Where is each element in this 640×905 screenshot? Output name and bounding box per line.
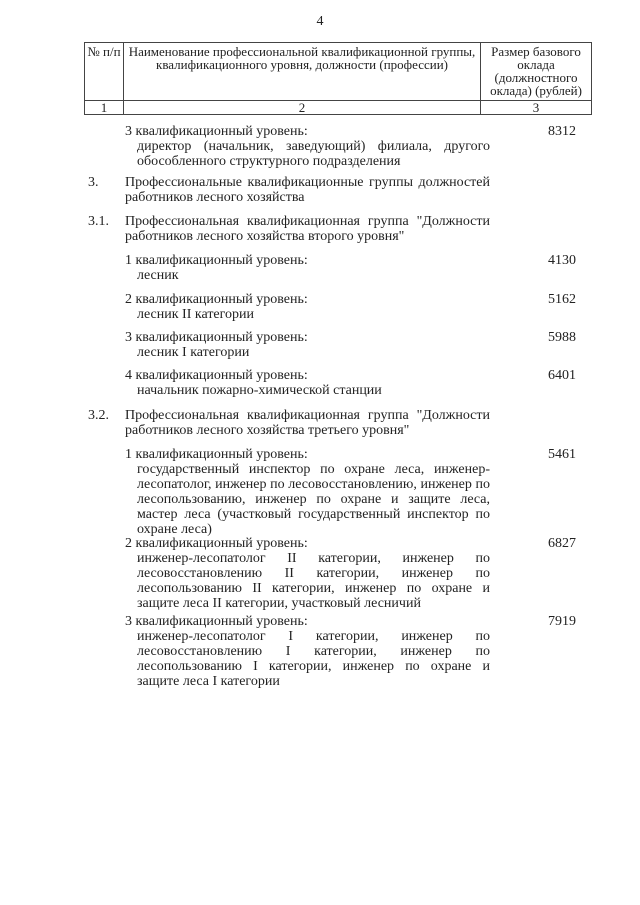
column-number-3: 3	[481, 101, 592, 115]
position-text: лесник I категории	[137, 345, 250, 360]
position-text: лесник	[137, 268, 179, 283]
level-title: 1 квалификационный уровень:	[125, 253, 308, 268]
level-title: 4 квалификационный уровень:	[125, 368, 308, 383]
salary-value: 7919	[548, 614, 576, 629]
column-header-salary: Размер базового оклада (должностного оклада) (рублей)	[481, 43, 592, 101]
position-text: инженер-лесопатолог I категории, инженер по лесовосстановлению I категории, инженер по лесопользованию I категории, инженер по охране и защите леса I категории	[137, 629, 490, 689]
level-text	[125, 368, 490, 398]
level-text	[125, 124, 490, 169]
level-title: 1 квалификационный уровень:	[125, 447, 308, 462]
position-text: начальник пожарно-химической станции	[137, 383, 382, 398]
salary-value: 8312	[548, 124, 576, 139]
level-text	[125, 536, 490, 611]
level-title: 3 квалификационный уровень:	[125, 330, 308, 345]
salary-value: 5461	[548, 447, 576, 462]
section-number: 3.2.	[88, 408, 109, 423]
position-text: директор (начальник, заведующий) филиала, другого обособленного структурного подразделения	[137, 139, 490, 169]
salary-value: 6827	[548, 536, 576, 551]
level-text	[125, 614, 490, 689]
section-number: 3.	[88, 175, 99, 190]
page-number: 4	[316, 14, 324, 29]
column-number-1: 1	[85, 101, 124, 115]
position-text: инженер-лесопатолог II категории, инженер по лесовосстановлению II категории, инженер по лесопользованию II категории, инженер по охране и защите леса II категории, участковый лесничий	[137, 551, 490, 611]
level-title: 2 квалификационный уровень:	[125, 536, 308, 551]
column-header-name: Наименование профессиональной квалификационной группы, квалификационного уровня, должности (профессии)	[124, 43, 481, 101]
level-text	[125, 253, 490, 283]
level-title: 2 квалификационный уровень:	[125, 292, 308, 307]
position-text: лесник II категории	[137, 307, 255, 322]
column-header-number: № п/п	[85, 43, 124, 101]
table-header	[84, 42, 592, 115]
section-title: Профессиональная квалификационная группа "Должности работников лесного хозяйства второго уровня"	[125, 214, 490, 244]
level-text	[125, 330, 490, 360]
salary-value: 5162	[548, 292, 576, 307]
level-title: 3 квалификационный уровень:	[125, 614, 308, 629]
column-number-2: 2	[124, 101, 481, 115]
level-text	[125, 447, 490, 537]
position-text: государственный инспектор по охране леса, инженер-лесопатолог, инженер по лесовосстановлению, инженер по лесопользованию, инженер по охране и защите леса, мастер леса (участковый государственный инспектор по охране леса)	[137, 462, 490, 537]
section-title: Профессиональная квалификационная группа "Должности работников лесного хозяйства третьего уровня"	[125, 408, 490, 438]
salary-value: 6401	[548, 368, 576, 383]
level-title: 3 квалификационный уровень:	[125, 124, 308, 139]
salary-value: 5988	[548, 330, 576, 345]
section-number: 3.1.	[88, 214, 109, 229]
salary-value: 4130	[548, 253, 576, 268]
section-title: Профессиональные квалификационные группы должностей работников лесного хозяйства	[125, 175, 490, 205]
level-text	[125, 292, 490, 322]
